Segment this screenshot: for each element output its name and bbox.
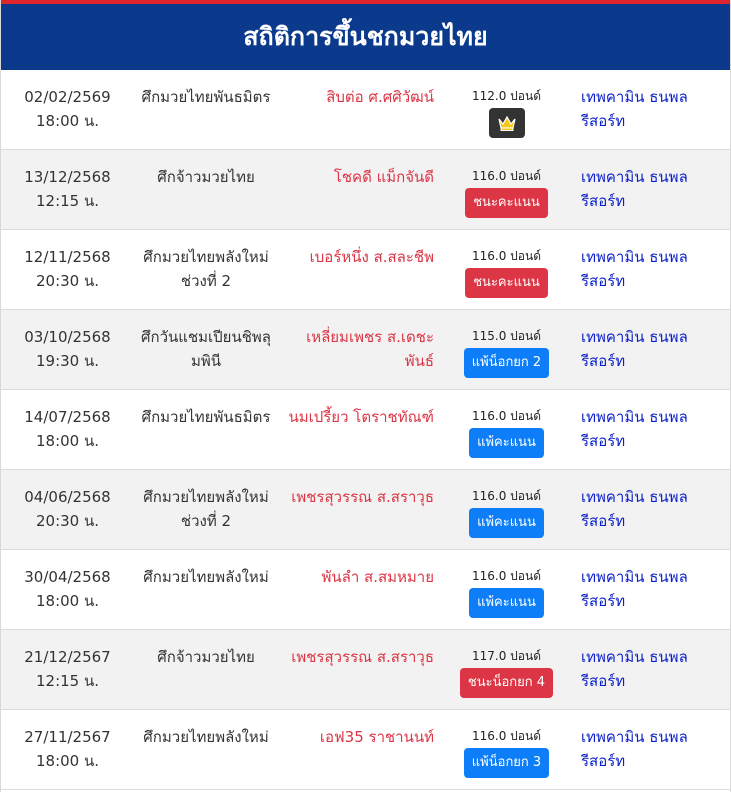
result-cell bbox=[440, 230, 573, 309]
fighter-cell bbox=[573, 390, 730, 469]
result-cell bbox=[440, 150, 573, 229]
fighter-link[interactable]: เทพคามิน ธนพล รีสอร์ท bbox=[581, 488, 688, 530]
fight-date: 02/02/2569 bbox=[24, 88, 111, 106]
fight-date: 03/10/2568 bbox=[24, 328, 111, 346]
table-row bbox=[1, 70, 730, 150]
event-name: ศึกมวยไทยพลังใหม่ bbox=[143, 728, 269, 746]
fight-time: 18:00 น. bbox=[35, 752, 100, 770]
result-cell bbox=[440, 390, 573, 469]
event-name: ศึกวันแชมเปียนชิพลุมพินี bbox=[141, 328, 271, 370]
fight-date: 27/11/2567 bbox=[24, 728, 111, 746]
table-row bbox=[1, 710, 730, 790]
event-name: ศึกมวยไทยพลังใหม่ ช่วงที่ 2 bbox=[143, 488, 269, 530]
result-badge: ชนะน็อกยก 4 bbox=[460, 668, 553, 698]
opponent-link[interactable]: พันลำ ส.สมหมาย bbox=[321, 568, 434, 586]
opponent-cell bbox=[278, 150, 440, 229]
fight-date-cell bbox=[1, 230, 134, 309]
event-name: ศึกจ้าวมวยไทย bbox=[157, 168, 255, 186]
page-title: สถิติการขึ้นชกมวยไทย bbox=[1, 0, 730, 70]
crown-icon bbox=[497, 115, 517, 131]
fighter-cell bbox=[573, 550, 730, 629]
opponent-link[interactable]: เอฟ35 ราชานนท์ bbox=[319, 728, 434, 746]
table-row bbox=[1, 470, 730, 550]
fight-date-cell bbox=[1, 710, 134, 789]
fighter-link[interactable]: เทพคามิน ธนพล รีสอร์ท bbox=[581, 728, 688, 770]
opponent-cell bbox=[278, 630, 440, 709]
opponent-link[interactable]: เพชรสุวรรณ ส.สราวุธ bbox=[291, 648, 434, 666]
fight-weight: 116.0 ปอนด์ bbox=[472, 249, 541, 263]
result-cell bbox=[440, 310, 573, 389]
table-row bbox=[1, 550, 730, 630]
fight-date-cell bbox=[1, 470, 134, 549]
result-badge: ชนะคะแนน bbox=[465, 188, 548, 218]
fight-time: 18:00 น. bbox=[35, 112, 100, 130]
result-cell bbox=[440, 70, 573, 149]
fight-weight: 115.0 ปอนด์ bbox=[472, 329, 541, 343]
fighter-cell bbox=[573, 70, 730, 149]
fight-time: 20:30 น. bbox=[35, 272, 100, 290]
result-cell bbox=[440, 550, 573, 629]
fight-date-cell bbox=[1, 150, 134, 229]
opponent-cell bbox=[278, 310, 440, 389]
fight-weight: 116.0 ปอนด์ bbox=[472, 569, 541, 583]
fighter-cell bbox=[573, 230, 730, 309]
event-name: ศึกมวยไทยพันธมิตร bbox=[141, 88, 271, 106]
fight-time: 20:30 น. bbox=[35, 512, 100, 530]
fight-weight: 116.0 ปอนด์ bbox=[472, 489, 541, 503]
result-badge: แพ้คะแนน bbox=[469, 588, 544, 618]
fighter-link[interactable]: เทพคามิน ธนพล รีสอร์ท bbox=[581, 408, 688, 450]
fighter-cell bbox=[573, 150, 730, 229]
opponent-link[interactable]: สิบต่อ ศ.ศศิวัฒน์ bbox=[326, 88, 434, 106]
opponent-link[interactable]: นมเปรี้ยว โตราชทัณฑ์ bbox=[288, 408, 434, 426]
fighter-cell bbox=[573, 710, 730, 789]
fight-weight: 116.0 ปอนด์ bbox=[472, 409, 541, 423]
fight-weight: 116.0 ปอนด์ bbox=[472, 729, 541, 743]
opponent-cell bbox=[278, 230, 440, 309]
result-cell bbox=[440, 710, 573, 789]
opponent-cell bbox=[278, 390, 440, 469]
fight-date: 30/04/2568 bbox=[24, 568, 111, 586]
fight-time: 18:00 น. bbox=[35, 592, 100, 610]
fight-time: 18:00 น. bbox=[35, 432, 100, 450]
result-cell bbox=[440, 630, 573, 709]
event-name: ศึกมวยไทยพลังใหม่ ช่วงที่ 2 bbox=[143, 248, 269, 290]
result-badge: แพ้คะแนน bbox=[469, 508, 544, 538]
fight-date: 04/06/2568 bbox=[24, 488, 111, 506]
fight-date: 12/11/2568 bbox=[24, 248, 111, 266]
opponent-cell bbox=[278, 470, 440, 549]
fighter-link[interactable]: เทพคามิน ธนพล รีสอร์ท bbox=[581, 648, 688, 690]
fight-weight: 112.0 ปอนด์ bbox=[472, 89, 541, 103]
table-row bbox=[1, 630, 730, 710]
fight-date: 13/12/2568 bbox=[24, 168, 111, 186]
fight-weight: 116.0 ปอนด์ bbox=[472, 169, 541, 183]
result-badge: แพ้คะแนน bbox=[469, 428, 544, 458]
event-name: ศึกมวยไทยพันธมิตร bbox=[141, 408, 271, 426]
fighter-link[interactable]: เทพคามิน ธนพล รีสอร์ท bbox=[581, 328, 688, 370]
fight-date-cell bbox=[1, 550, 134, 629]
event-name: ศึกมวยไทยพลังใหม่ bbox=[143, 568, 269, 586]
opponent-cell bbox=[278, 550, 440, 629]
table-row bbox=[1, 390, 730, 470]
fight-time: 12:15 น. bbox=[35, 672, 100, 690]
fighter-link[interactable]: เทพคามิน ธนพล รีสอร์ท bbox=[581, 568, 688, 610]
fight-time: 12:15 น. bbox=[35, 192, 100, 210]
opponent-link[interactable]: เหลี่ยมเพชร ส.เดชะพันธ์ bbox=[306, 328, 434, 370]
opponent-cell bbox=[278, 70, 440, 149]
fighter-link[interactable]: เทพคามิน ธนพล รีสอร์ท bbox=[581, 168, 688, 210]
opponent-link[interactable]: เบอร์หนึ่ง ส.สละชีพ bbox=[309, 248, 434, 266]
table-row bbox=[1, 150, 730, 230]
opponent-link[interactable]: โชคดี แม็กจันดี bbox=[333, 168, 434, 186]
fight-date: 14/07/2568 bbox=[24, 408, 111, 426]
upcoming-badge bbox=[489, 108, 525, 138]
result-badge: ชนะคะแนน bbox=[465, 268, 548, 298]
fighter-cell bbox=[573, 470, 730, 549]
fighter-link[interactable]: เทพคามิน ธนพล รีสอร์ท bbox=[581, 88, 688, 130]
result-cell bbox=[440, 470, 573, 549]
fighter-link[interactable]: เทพคามิน ธนพล รีสอร์ท bbox=[581, 248, 688, 290]
event-name: ศึกจ้าวมวยไทย bbox=[157, 648, 255, 666]
table-row bbox=[1, 310, 730, 390]
fight-date-cell bbox=[1, 310, 134, 389]
fight-date-cell bbox=[1, 630, 134, 709]
fight-date-cell bbox=[1, 390, 134, 469]
fight-date: 21/12/2567 bbox=[24, 648, 111, 666]
opponent-cell bbox=[278, 710, 440, 789]
result-badge: แพ้น็อกยก 2 bbox=[464, 348, 549, 378]
table-row bbox=[1, 230, 730, 310]
fighter-cell bbox=[573, 310, 730, 389]
fight-weight: 117.0 ปอนด์ bbox=[472, 649, 541, 663]
fight-time: 19:30 น. bbox=[35, 352, 100, 370]
fight-date-cell bbox=[1, 70, 134, 149]
opponent-link[interactable]: เพชรสุวรรณ ส.สราวุธ bbox=[291, 488, 434, 506]
result-badge: แพ้น็อกยก 3 bbox=[464, 748, 549, 778]
fighter-cell bbox=[573, 630, 730, 709]
